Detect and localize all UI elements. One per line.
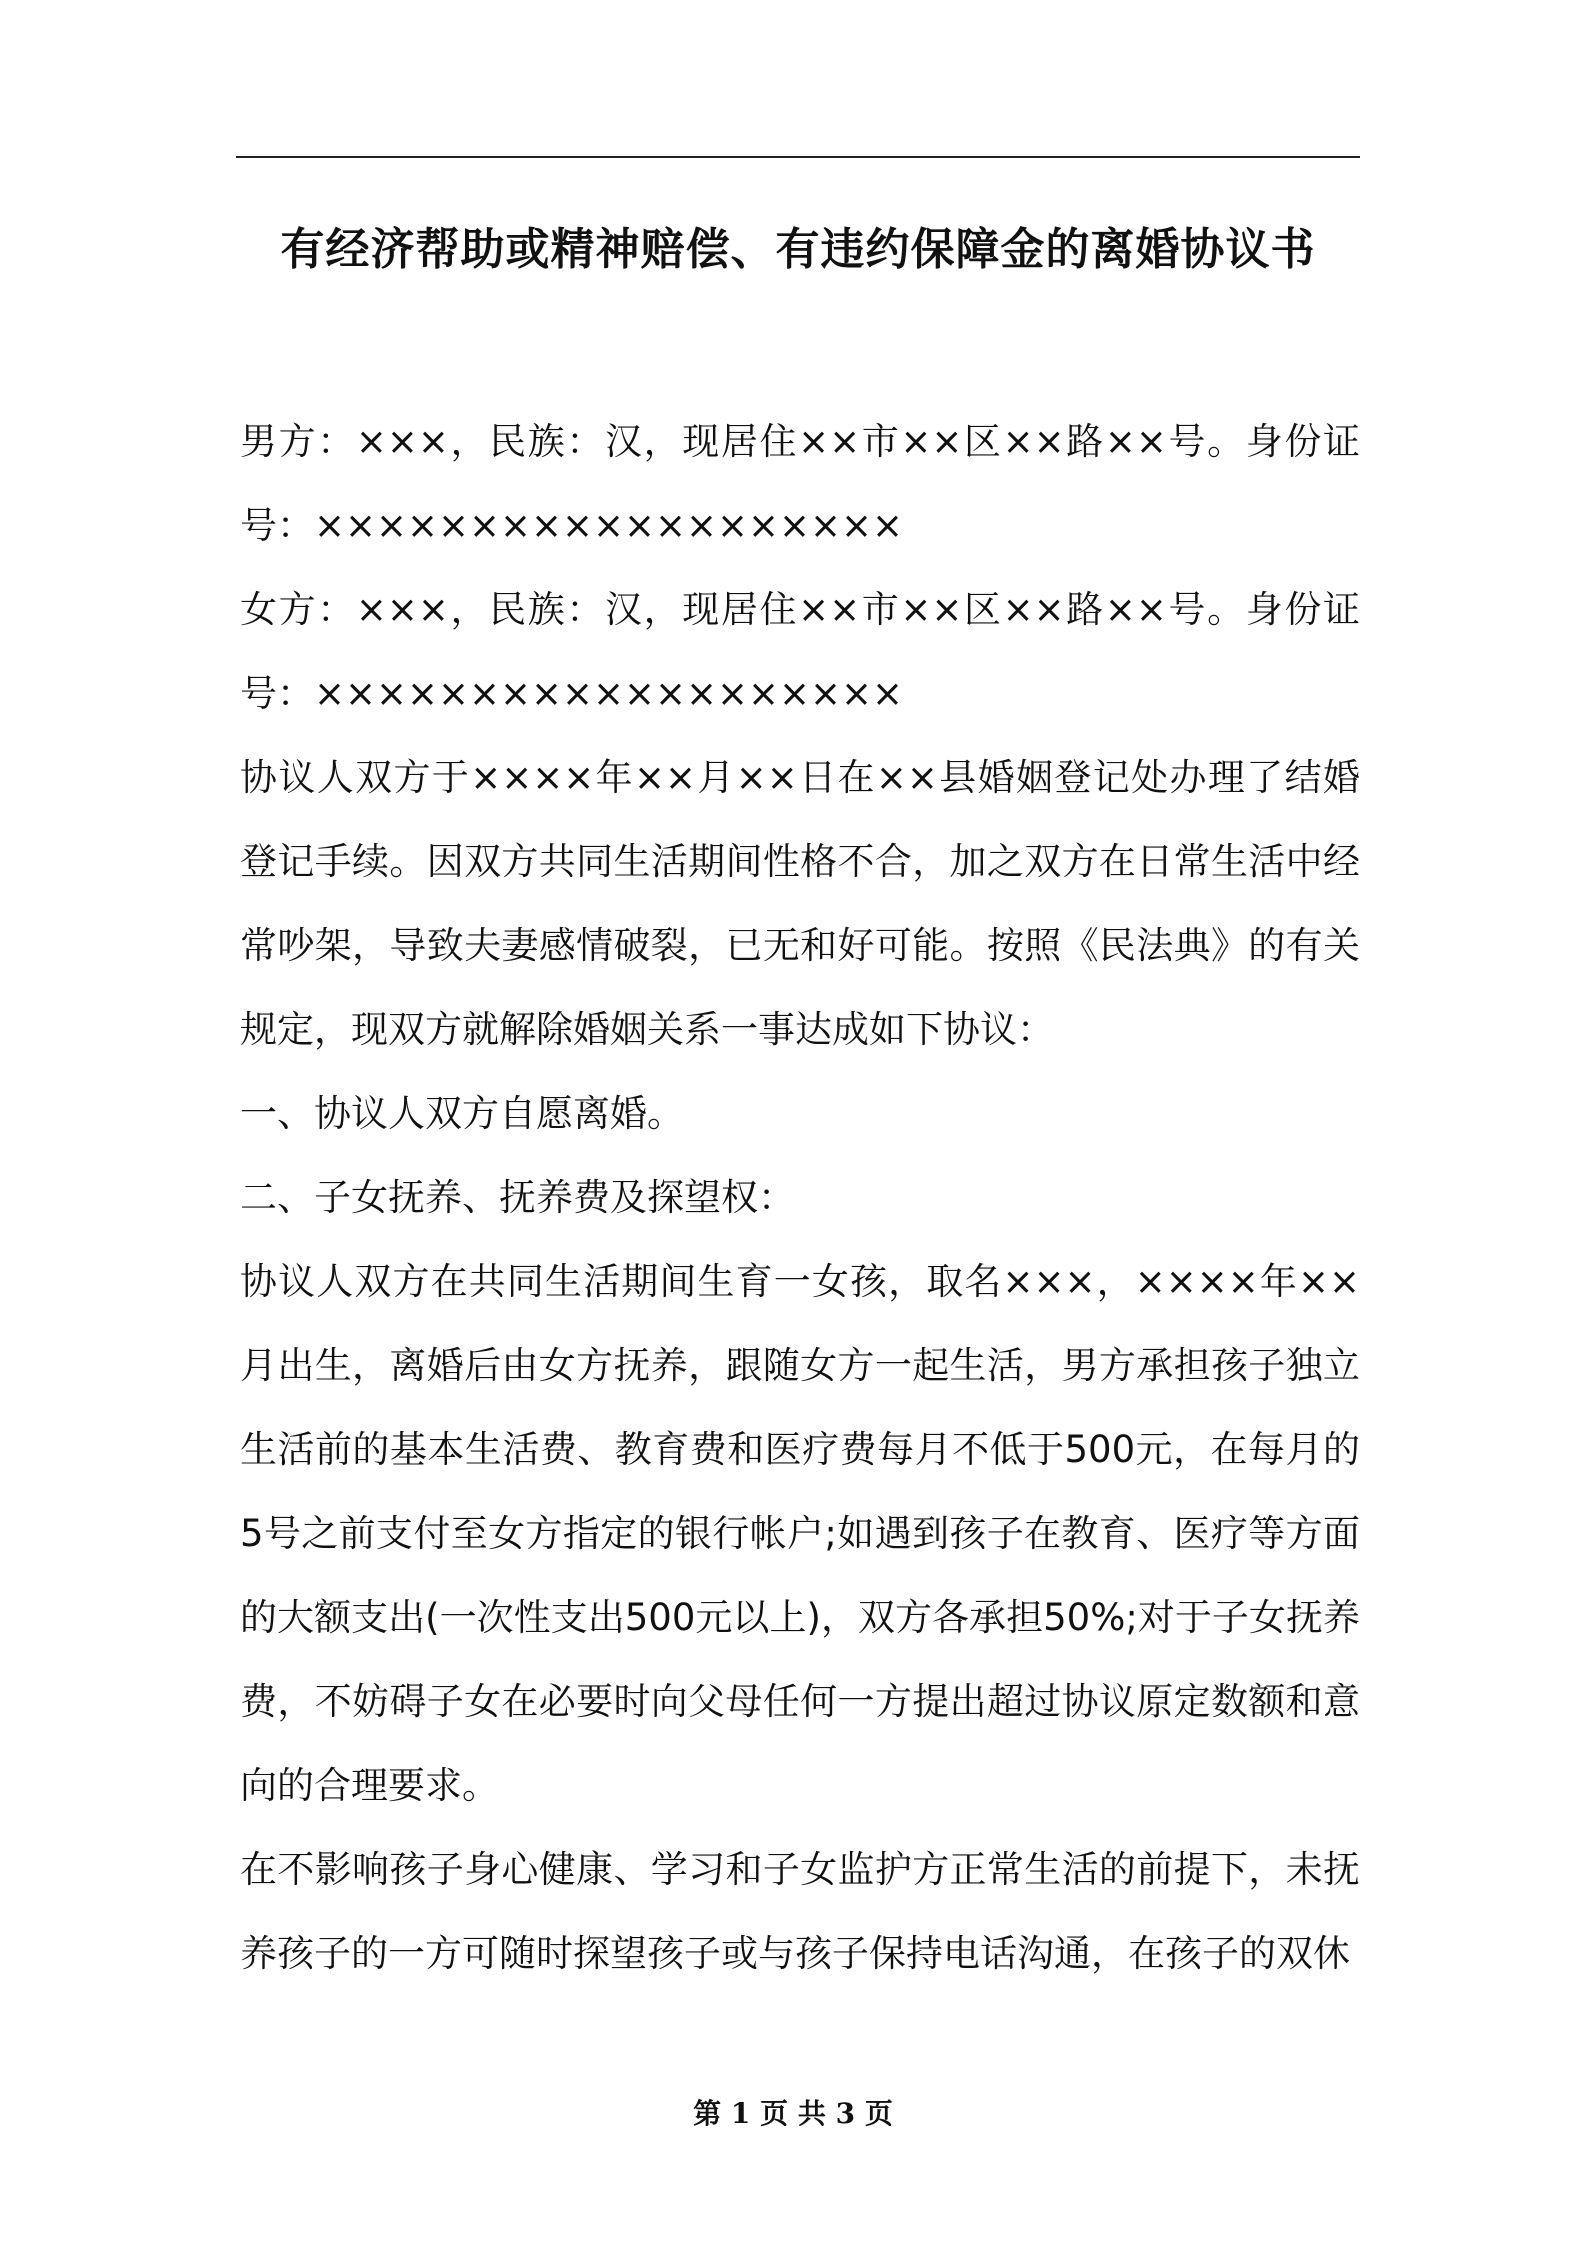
page-footer: 第 1 页 共 3 页: [693, 2097, 893, 2130]
paragraph-child-support: 协议人双方在共同生活期间生育一女孩，取名×××，××××年××月出生，离婚后由女方抚养，跟随女方一起生活，男方承担孩子独立生活前的基本生活费、教育费和医疗费每月不低于500元，在每月的5号之前支付至女方指定的银行帐户;如遇到孩子在教育、医疗等方面的大额支出(一次性支出500元以上)，双方各承担50%;对于子女抚养费，不妨碍子女在必要时向父母任何一方提出超过协议原定数额和意向的合理要求。: [240, 1260, 1360, 1807]
header-rule: [236, 156, 1360, 158]
paragraph-male-party: 男方：×××，民族：汉，现居住××市××区××路××号。身份证号：×××××××××××××××××××: [240, 420, 1360, 547]
paragraph-visitation: 在不影响孩子身心健康、学习和子女监护方正常生活的前提下，未抚养孩子的一方可随时探望孩子或与孩子保持电话沟通，在孩子的双休: [240, 1848, 1360, 1975]
document-title: 有经济帮助或精神赔偿、有违约保障金的离婚协议书: [280, 224, 1316, 275]
clause-2-heading: 二、子女抚养、抚养费及探望权：: [240, 1176, 795, 1219]
paragraph-female-party: 女方：×××，民族：汉，现居住××市××区××路××号。身份证号：×××××××××××××××××××: [240, 588, 1360, 715]
paragraph-preamble: 协议人双方于××××年××月××日在××县婚姻登记处办理了结婚登记手续。因双方共同生活期间性格不合，加之双方在日常生活中经常吵架，导致夫妻感情破裂，已无和好可能。按照《民法典》的有关规定，现双方就解除婚姻关系一事达成如下协议：: [240, 756, 1360, 1051]
document-body: [240, 400, 1360, 1996]
clause-1: 一、协议人双方自愿离婚。: [240, 1092, 684, 1135]
